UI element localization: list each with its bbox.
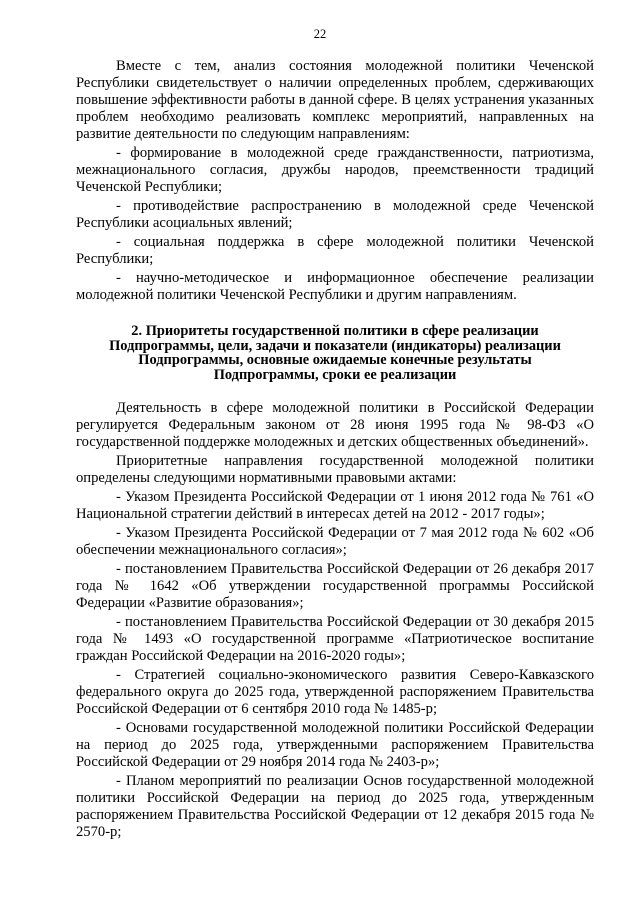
section-heading-line: Подпрограммы, цели, задачи и показатели (индикаторы) реализации bbox=[109, 337, 561, 354]
list-item: - научно-методическое и информационное обеспечение реализации молодежной политики Чеченской Республики и другим направлениям. bbox=[76, 270, 594, 303]
paragraph-intro: Вместе с тем, анализ состояния молодежной политики Чеченской Республики свидетельствует о наличии определенных проблем, сдерживающих повышение эффективности работы в данной сфере. В целях устранения указанных проблем необходимо реализовать комплекс мероприятий, направленных на развитие деятельности по следующим направлениям: bbox=[76, 58, 594, 142]
list-item: - Планом мероприятий по реализации Основ государственной молодежной политики Российской Федерации на период до 2025 года, утвержденным распоряжением Правительства Российской Федерации от 12 декабря 2015 года № 2570-р; bbox=[76, 773, 594, 840]
section-heading-line: 2. Приоритеты государственной политики в сфере реализации bbox=[131, 323, 539, 339]
paragraph-priority-directions: Приоритетные направления государственной молодежной политики определены следующими нормативными правовыми актами: bbox=[76, 453, 594, 486]
section-heading-line: Подпрограммы, основные ожидаемые конечные результаты bbox=[138, 352, 532, 368]
list-item: - Указом Президента Российской Федерации от 7 мая 2012 года № 602 «Об обеспечении межнационального согласия»; bbox=[76, 525, 594, 558]
list-item: - постановлением Правительства Российской Федерации от 30 декабря 2015 года № 1493 «О государственной программе «Патриотическое воспитание граждан Российской Федерации на 2016-2020 годы»; bbox=[76, 614, 594, 664]
list-item: - социальная поддержка в сфере молодежной политики Чеченской Республики; bbox=[76, 234, 594, 267]
list-item: - Основами государственной молодежной политики Российской Федерации на период до 2025 года, утвержденными распоряжением Правительства Российской Федерации от 29 ноября 2014 года № 2403-р»; bbox=[76, 720, 594, 770]
list-item: - Стратегией социально-экономического развития Северо-Кавказского федерального округа до 2025 года, утвержденной распоряжением Правительства Российской Федерации от 6 сентября 2010 года № 1485-р; bbox=[76, 667, 594, 717]
section-heading-line: Подпрограммы, сроки ее реализации bbox=[213, 366, 457, 383]
section-heading bbox=[76, 324, 594, 382]
paragraph-federal-law: Деятельность в сфере молодежной политики в Российской Федерации регулируется Федеральным законом от 28 июня 1995 года № 98-ФЗ «О государственной поддержке молодежных и детских общественных объединений». bbox=[76, 400, 594, 450]
list-item: - противодействие распространению в молодежной среде Чеченской Республики асоциальных явлений; bbox=[76, 198, 594, 231]
list-item: - Указом Президента Российской Федерации от 1 июня 2012 года № 761 «О Национальной стратегии действий в интересах детей на 2012 - 2017 годы»; bbox=[76, 489, 594, 522]
page-number: 22 bbox=[313, 27, 327, 41]
list-item: - формирование в молодежной среде гражданственности, патриотизма, межнационального согласия, дружбы народов, преемственности традиций Чеченской Республики; bbox=[76, 145, 594, 195]
document-body bbox=[76, 58, 594, 841]
list-item: - постановлением Правительства Российской Федерации от 26 декабря 2017 года № 1642 «Об утверждении государственной программы Российской Федерации «Развитие образования»; bbox=[76, 561, 594, 611]
